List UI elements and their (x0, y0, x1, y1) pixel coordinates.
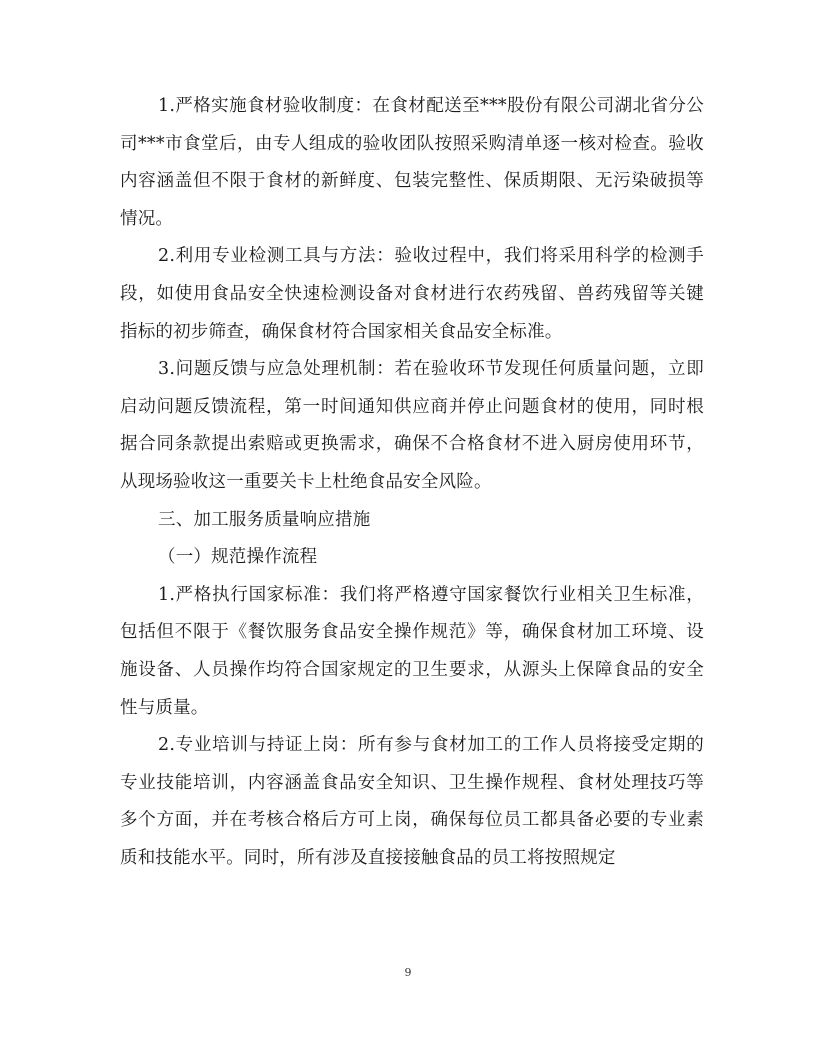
paragraph-detection-tools: 2.利用专业检测工具与方法：验收过程中，我们将采用科学的检测手段，如使用食品安全快速检测设备对食材进行农药残留、兽药残留等关键指标的初步筛查，确保食材符合国家相关食品安全标准。 (120, 246, 704, 342)
page-number: 9 (404, 966, 412, 979)
paragraph-national-standards: 1.严格执行国家标准：我们将严格遵守国家餐饮行业相关卫生标准，包括但不限于《餐饮服务食品安全操作规范》等，确保食材加工环境、设施设备、人员操作均符合国家规定的卫生要求，从源头上保障食品的安全性与质量。 (120, 584, 704, 718)
subsection-heading: （一）规范操作流程 (158, 547, 318, 568)
paragraph-feedback-mechanism: 3.问题反馈与应急处理机制：若在验收环节发现任何质量问题，立即启动问题反馈流程，第一时间通知供应商并停止问题食材的使用，同时根据合同条款提出索赔或更换需求，确保不合格食材不进入厨房使用环节，从现场验收这一重要关卡上杜绝食品安全风险。 (120, 359, 704, 492)
section-heading: 三、加工服务质量响应措施 (158, 509, 371, 530)
paragraph-acceptance-system: 1.严格实施食材验收制度：在食材配送至***股份有限公司湖北省分公司***市食堂后，由专人组成的验收团队按照采购清单逐一核对检查。验收内容涵盖但不限于食材的新鲜度、包装完整性、保质期限、无污染破损等情况。 (120, 96, 704, 229)
body-text (120, 88, 704, 877)
paragraph-training-certification: 2.专业培训与持证上岗：所有参与食材加工的工作人员将接受定期的专业技能培训，内容涵盖食品安全知识、卫生操作规程、食材处理技巧等多个方面，并在考核合格后方可上岗，确保每位员工都具备必要的专业素质和技能水平。同时，所有涉及直接接触食品的员工将按照规定 (120, 735, 704, 868)
